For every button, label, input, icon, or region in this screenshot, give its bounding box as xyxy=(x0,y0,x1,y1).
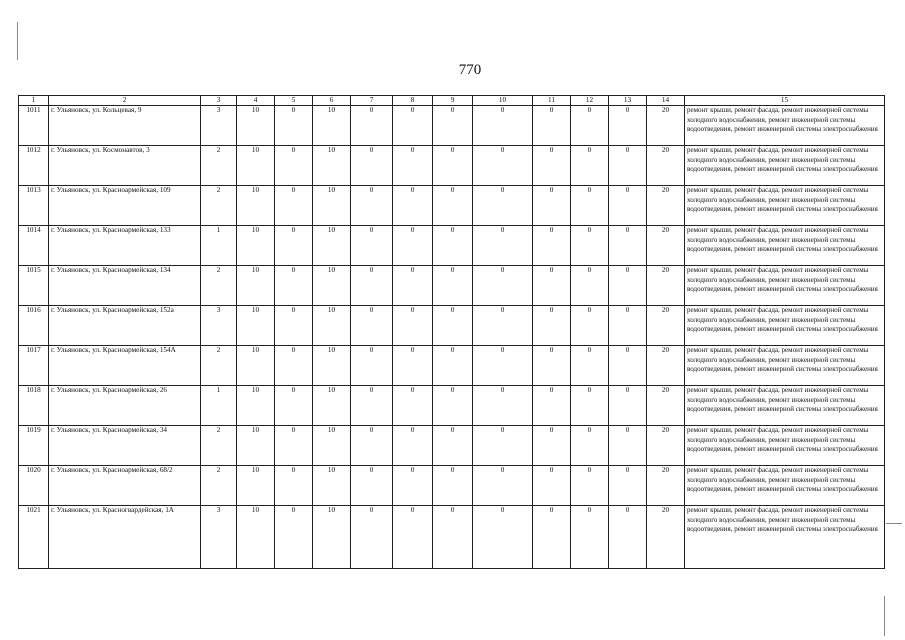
value-cell: 0 xyxy=(571,146,609,186)
value-cell: 0 xyxy=(275,506,313,569)
value-cell: 10 xyxy=(313,266,351,306)
repair-works-cell: ремонт крыши, ремонт фасада, ремонт инженерной системы холодного водоснабжения, ремонт инженерной системы водоотведения, ремонт инженерной системы электроснабжения xyxy=(685,466,885,506)
value-cell: 10 xyxy=(313,346,351,386)
value-cell: 20 xyxy=(647,426,685,466)
value-cell: 0 xyxy=(351,346,393,386)
value-cell: 20 xyxy=(647,346,685,386)
table-row xyxy=(19,506,885,569)
value-cell: 10 xyxy=(237,426,275,466)
value-cell: 0 xyxy=(275,146,313,186)
value-cell: 1 xyxy=(201,386,237,426)
column-header: 15 xyxy=(685,96,885,106)
value-cell: 0 xyxy=(275,306,313,346)
value-cell: 0 xyxy=(275,346,313,386)
row-number-cell: 1017 xyxy=(19,346,49,386)
value-cell: 10 xyxy=(313,106,351,146)
value-cell: 10 xyxy=(237,386,275,426)
value-cell: 0 xyxy=(609,426,647,466)
value-cell: 0 xyxy=(473,386,533,426)
value-cell: 10 xyxy=(313,386,351,426)
value-cell: 0 xyxy=(571,506,609,569)
value-cell: 10 xyxy=(313,506,351,569)
value-cell: 0 xyxy=(571,226,609,266)
column-header: 11 xyxy=(533,96,571,106)
value-cell: 2 xyxy=(201,346,237,386)
value-cell: 0 xyxy=(609,506,647,569)
address-cell: г. Ульяновск, ул. Красноармейская, 134 xyxy=(49,266,201,306)
value-cell: 0 xyxy=(473,346,533,386)
value-cell: 0 xyxy=(351,466,393,506)
value-cell: 0 xyxy=(609,106,647,146)
value-cell: 0 xyxy=(351,146,393,186)
value-cell: 0 xyxy=(571,106,609,146)
value-cell: 0 xyxy=(393,266,433,306)
value-cell: 2 xyxy=(201,266,237,306)
address-cell: г. Ульяновск, ул. Красноармейская, 109 xyxy=(49,186,201,226)
table-row xyxy=(19,266,885,306)
table-row xyxy=(19,466,885,506)
value-cell: 0 xyxy=(571,306,609,346)
value-cell: 10 xyxy=(313,306,351,346)
value-cell: 0 xyxy=(433,426,473,466)
value-cell: 0 xyxy=(571,426,609,466)
value-cell: 10 xyxy=(313,426,351,466)
row-number-cell: 1021 xyxy=(19,506,49,569)
value-cell: 20 xyxy=(647,226,685,266)
value-cell: 10 xyxy=(237,506,275,569)
table-row xyxy=(19,306,885,346)
column-header: 14 xyxy=(647,96,685,106)
value-cell: 20 xyxy=(647,306,685,346)
value-cell: 2 xyxy=(201,146,237,186)
value-cell: 10 xyxy=(237,226,275,266)
value-cell: 10 xyxy=(237,186,275,226)
value-cell: 0 xyxy=(609,186,647,226)
table-body xyxy=(19,106,885,569)
value-cell: 10 xyxy=(313,466,351,506)
repair-works-cell: ремонт крыши, ремонт фасада, ремонт инженерной системы холодного водоснабжения, ремонт инженерной системы водоотведения, ремонт инженерной системы электроснабжения xyxy=(685,426,885,466)
value-cell: 0 xyxy=(433,106,473,146)
scan-edge-mark xyxy=(886,523,902,524)
value-cell: 0 xyxy=(393,106,433,146)
value-cell: 0 xyxy=(275,466,313,506)
repair-works-cell: ремонт крыши, ремонт фасада, ремонт инженерной системы холодного водоснабжения, ремонт инженерной системы водоотведения, ремонт инженерной системы электроснабжения xyxy=(685,506,885,569)
value-cell: 0 xyxy=(473,146,533,186)
row-number-cell: 1011 xyxy=(19,106,49,146)
page-number: 770 xyxy=(458,62,482,78)
value-cell: 0 xyxy=(351,386,393,426)
address-cell: г. Ульяновск, ул. Кольцевая, 9 xyxy=(49,106,201,146)
table-row xyxy=(19,186,885,226)
address-cell: г. Ульяновск, ул. Красноармейская, 26 xyxy=(49,386,201,426)
value-cell: 0 xyxy=(473,266,533,306)
repair-works-cell: ремонт крыши, ремонт фасада, ремонт инженерной системы холодного водоснабжения, ремонт инженерной системы водоотведения, ремонт инженерной системы электроснабжения xyxy=(685,226,885,266)
value-cell: 0 xyxy=(571,266,609,306)
column-header: 4 xyxy=(237,96,275,106)
value-cell: 0 xyxy=(533,306,571,346)
row-number-cell: 1020 xyxy=(19,466,49,506)
value-cell: 10 xyxy=(313,146,351,186)
value-cell: 0 xyxy=(533,426,571,466)
value-cell: 0 xyxy=(609,306,647,346)
value-cell: 0 xyxy=(433,306,473,346)
value-cell: 0 xyxy=(473,306,533,346)
column-header: 8 xyxy=(393,96,433,106)
value-cell: 0 xyxy=(275,186,313,226)
value-cell: 3 xyxy=(201,306,237,346)
value-cell: 0 xyxy=(609,386,647,426)
value-cell: 0 xyxy=(433,506,473,569)
value-cell: 20 xyxy=(647,386,685,426)
value-cell: 0 xyxy=(433,226,473,266)
value-cell: 0 xyxy=(609,146,647,186)
value-cell: 0 xyxy=(351,106,393,146)
column-header: 13 xyxy=(609,96,647,106)
value-cell: 2 xyxy=(201,466,237,506)
repair-works-cell: ремонт крыши, ремонт фасада, ремонт инженерной системы холодного водоснабжения, ремонт инженерной системы водоотведения, ремонт инженерной системы электроснабжения xyxy=(685,266,885,306)
value-cell: 0 xyxy=(393,226,433,266)
value-cell: 0 xyxy=(533,466,571,506)
value-cell: 0 xyxy=(533,506,571,569)
repair-works-cell: ремонт крыши, ремонт фасада, ремонт инженерной системы холодного водоснабжения, ремонт инженерной системы водоотведения, ремонт инженерной системы электроснабжения xyxy=(685,146,885,186)
value-cell: 10 xyxy=(237,466,275,506)
value-cell: 0 xyxy=(393,426,433,466)
value-cell: 20 xyxy=(647,146,685,186)
row-number-cell: 1014 xyxy=(19,226,49,266)
value-cell: 10 xyxy=(237,346,275,386)
row-number-cell: 1013 xyxy=(19,186,49,226)
value-cell: 10 xyxy=(237,146,275,186)
value-cell: 0 xyxy=(275,386,313,426)
value-cell: 0 xyxy=(393,466,433,506)
register-table xyxy=(18,95,885,569)
column-header: 9 xyxy=(433,96,473,106)
value-cell: 0 xyxy=(533,226,571,266)
repair-works-cell: ремонт крыши, ремонт фасада, ремонт инженерной системы холодного водоснабжения, ремонт инженерной системы водоотведения, ремонт инженерной системы электроснабжения xyxy=(685,386,885,426)
value-cell: 2 xyxy=(201,186,237,226)
address-cell: г. Ульяновск, ул. Красноармейская, 152а xyxy=(49,306,201,346)
value-cell: 0 xyxy=(393,506,433,569)
address-cell: г. Ульяновск, ул. Красноармейская, 154А xyxy=(49,346,201,386)
value-cell: 0 xyxy=(393,186,433,226)
value-cell: 0 xyxy=(571,186,609,226)
value-cell: 0 xyxy=(473,426,533,466)
value-cell: 0 xyxy=(473,226,533,266)
value-cell: 0 xyxy=(433,186,473,226)
column-number-row xyxy=(19,96,885,106)
value-cell: 0 xyxy=(433,266,473,306)
value-cell: 0 xyxy=(571,386,609,426)
value-cell: 0 xyxy=(433,386,473,426)
value-cell: 20 xyxy=(647,506,685,569)
value-cell: 0 xyxy=(533,346,571,386)
value-cell: 20 xyxy=(647,106,685,146)
value-cell: 1 xyxy=(201,226,237,266)
value-cell: 0 xyxy=(275,106,313,146)
column-header: 1 xyxy=(19,96,49,106)
value-cell: 0 xyxy=(275,426,313,466)
value-cell: 10 xyxy=(237,106,275,146)
value-cell: 0 xyxy=(275,226,313,266)
value-cell: 10 xyxy=(313,186,351,226)
row-number-cell: 1018 xyxy=(19,386,49,426)
value-cell: 3 xyxy=(201,506,237,569)
value-cell: 0 xyxy=(433,146,473,186)
value-cell: 0 xyxy=(533,386,571,426)
value-cell: 0 xyxy=(533,106,571,146)
column-header: 7 xyxy=(351,96,393,106)
value-cell: 0 xyxy=(609,466,647,506)
column-header: 3 xyxy=(201,96,237,106)
value-cell: 0 xyxy=(571,346,609,386)
repair-works-cell: ремонт крыши, ремонт фасада, ремонт инженерной системы холодного водоснабжения, ремонт инженерной системы водоотведения, ремонт инженерной системы электроснабжения xyxy=(685,306,885,346)
value-cell: 0 xyxy=(609,226,647,266)
address-cell: г. Ульяновск, ул. Красноармейская, 34 xyxy=(49,426,201,466)
column-header: 5 xyxy=(275,96,313,106)
value-cell: 0 xyxy=(533,146,571,186)
value-cell: 10 xyxy=(313,226,351,266)
table-row xyxy=(19,386,885,426)
value-cell: 0 xyxy=(533,186,571,226)
repair-works-cell: ремонт крыши, ремонт фасада, ремонт инженерной системы холодного водоснабжения, ремонт инженерной системы водоотведения, ремонт инженерной системы электроснабжения xyxy=(685,186,885,226)
value-cell: 0 xyxy=(351,226,393,266)
value-cell: 2 xyxy=(201,426,237,466)
value-cell: 20 xyxy=(647,186,685,226)
column-header: 6 xyxy=(313,96,351,106)
value-cell: 0 xyxy=(473,466,533,506)
value-cell: 0 xyxy=(433,466,473,506)
row-number-cell: 1015 xyxy=(19,266,49,306)
value-cell: 0 xyxy=(393,146,433,186)
value-cell: 0 xyxy=(393,346,433,386)
value-cell: 0 xyxy=(275,266,313,306)
value-cell: 0 xyxy=(351,506,393,569)
value-cell: 0 xyxy=(609,266,647,306)
value-cell: 0 xyxy=(533,266,571,306)
table-row xyxy=(19,226,885,266)
value-cell: 20 xyxy=(647,466,685,506)
value-cell: 0 xyxy=(473,506,533,569)
table-row xyxy=(19,106,885,146)
value-cell: 0 xyxy=(393,306,433,346)
table-row xyxy=(19,346,885,386)
value-cell: 0 xyxy=(473,106,533,146)
repair-works-cell: ремонт крыши, ремонт фасада, ремонт инженерной системы холодного водоснабжения, ремонт инженерной системы водоотведения, ремонт инженерной системы электроснабжения xyxy=(685,106,885,146)
value-cell: 0 xyxy=(393,386,433,426)
address-cell: г. Ульяновск, ул. Красногвардейская, 1А xyxy=(49,506,201,569)
value-cell: 3 xyxy=(201,106,237,146)
row-number-cell: 1012 xyxy=(19,146,49,186)
value-cell: 10 xyxy=(237,266,275,306)
column-header: 12 xyxy=(571,96,609,106)
address-cell: г. Ульяновск, ул. Красноармейская, 68/2 xyxy=(49,466,201,506)
value-cell: 0 xyxy=(351,306,393,346)
value-cell: 0 xyxy=(571,466,609,506)
value-cell: 0 xyxy=(433,346,473,386)
row-number-cell: 1019 xyxy=(19,426,49,466)
value-cell: 0 xyxy=(351,186,393,226)
column-header: 10 xyxy=(473,96,533,106)
value-cell: 20 xyxy=(647,266,685,306)
scan-edge-mark xyxy=(884,596,885,636)
value-cell: 0 xyxy=(609,346,647,386)
table-row xyxy=(19,426,885,466)
repair-works-cell: ремонт крыши, ремонт фасада, ремонт инженерной системы холодного водоснабжения, ремонт инженерной системы водоотведения, ремонт инженерной системы электроснабжения xyxy=(685,346,885,386)
address-cell: г. Ульяновск, ул. Красноармейская, 133 xyxy=(49,226,201,266)
column-header: 2 xyxy=(49,96,201,106)
row-number-cell: 1016 xyxy=(19,306,49,346)
value-cell: 0 xyxy=(351,426,393,466)
value-cell: 0 xyxy=(473,186,533,226)
value-cell: 0 xyxy=(351,266,393,306)
value-cell: 10 xyxy=(237,306,275,346)
scan-edge-mark xyxy=(17,22,18,60)
table-row xyxy=(19,146,885,186)
address-cell: г. Ульяновск, ул. Космонавтов, 3 xyxy=(49,146,201,186)
